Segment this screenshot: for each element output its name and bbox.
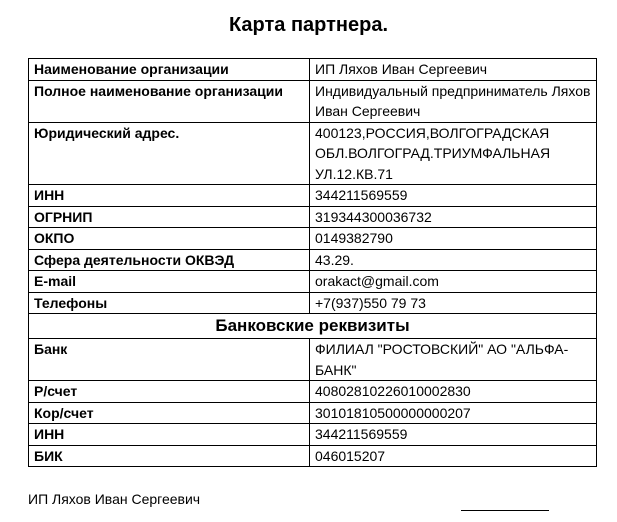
row-value: 344211569559 — [310, 185, 597, 207]
bank-section-title: Банковские реквизиты — [29, 314, 597, 339]
table-row — [29, 381, 597, 403]
table-row — [29, 206, 597, 228]
row-label: БИК — [29, 445, 310, 467]
row-label: Телефоны — [29, 292, 310, 314]
table-row — [29, 292, 597, 314]
row-value: 43.29. — [310, 249, 597, 271]
row-label: ИНН — [29, 185, 310, 207]
row-value: 0149382790 — [310, 228, 597, 250]
row-label: Сфера деятельности ОКВЭД — [29, 249, 310, 271]
row-value: +7(937)550 79 73 — [310, 292, 597, 314]
footer-signer-name: ИП Ляхов Иван Сергеевич — [28, 491, 201, 507]
row-label: Наименование организации — [29, 59, 310, 81]
document-title: Карта партнера. — [228, 14, 389, 36]
table-row — [29, 80, 597, 122]
table-row — [29, 249, 597, 271]
table-row — [29, 59, 597, 81]
row-value: Индивидуальный предприниматель Ляхов Иван Сергеевич — [310, 80, 597, 122]
row-label: Полное наименование организации — [29, 80, 310, 122]
table-row — [29, 185, 597, 207]
section-header-row — [29, 314, 597, 339]
row-label: Р/счет — [29, 381, 310, 403]
row-value: 30101810500000000207 — [310, 402, 597, 424]
row-label: E-mail — [29, 271, 310, 293]
signature-line — [461, 510, 549, 511]
row-value: ФИЛИАЛ "РОСТОВСКИЙ" АО "АЛЬФА-БАНК" — [310, 339, 597, 381]
row-label: Банк — [29, 339, 310, 381]
table-row — [29, 402, 597, 424]
row-label: Кор/счет — [29, 402, 310, 424]
table-row — [29, 122, 597, 185]
table-row — [29, 424, 597, 446]
table-row — [29, 271, 597, 293]
row-label: Юридический адрес. — [29, 122, 310, 185]
table-row — [29, 339, 597, 381]
row-value[interactable]: orakact@gmail.com — [310, 271, 597, 293]
row-label: ОГРНИП — [29, 206, 310, 228]
row-label: ОКПО — [29, 228, 310, 250]
table-row — [29, 228, 597, 250]
row-value: 319344300036732 — [310, 206, 597, 228]
row-value: 40802810226010002830 — [310, 381, 597, 403]
row-value: ИП Ляхов Иван Сергеевич — [310, 59, 597, 81]
row-value: 400123,РОССИЯ,ВОЛГОГРАДСКАЯ ОБЛ.ВОЛГОГРАД.ТРИУМФАЛЬНАЯ УЛ.12.КВ.71 — [310, 122, 597, 185]
table-row — [29, 445, 597, 467]
row-label: ИНН — [29, 424, 310, 446]
row-value: 046015207 — [310, 445, 597, 467]
partner-card-table — [28, 58, 597, 467]
row-value: 344211569559 — [310, 424, 597, 446]
